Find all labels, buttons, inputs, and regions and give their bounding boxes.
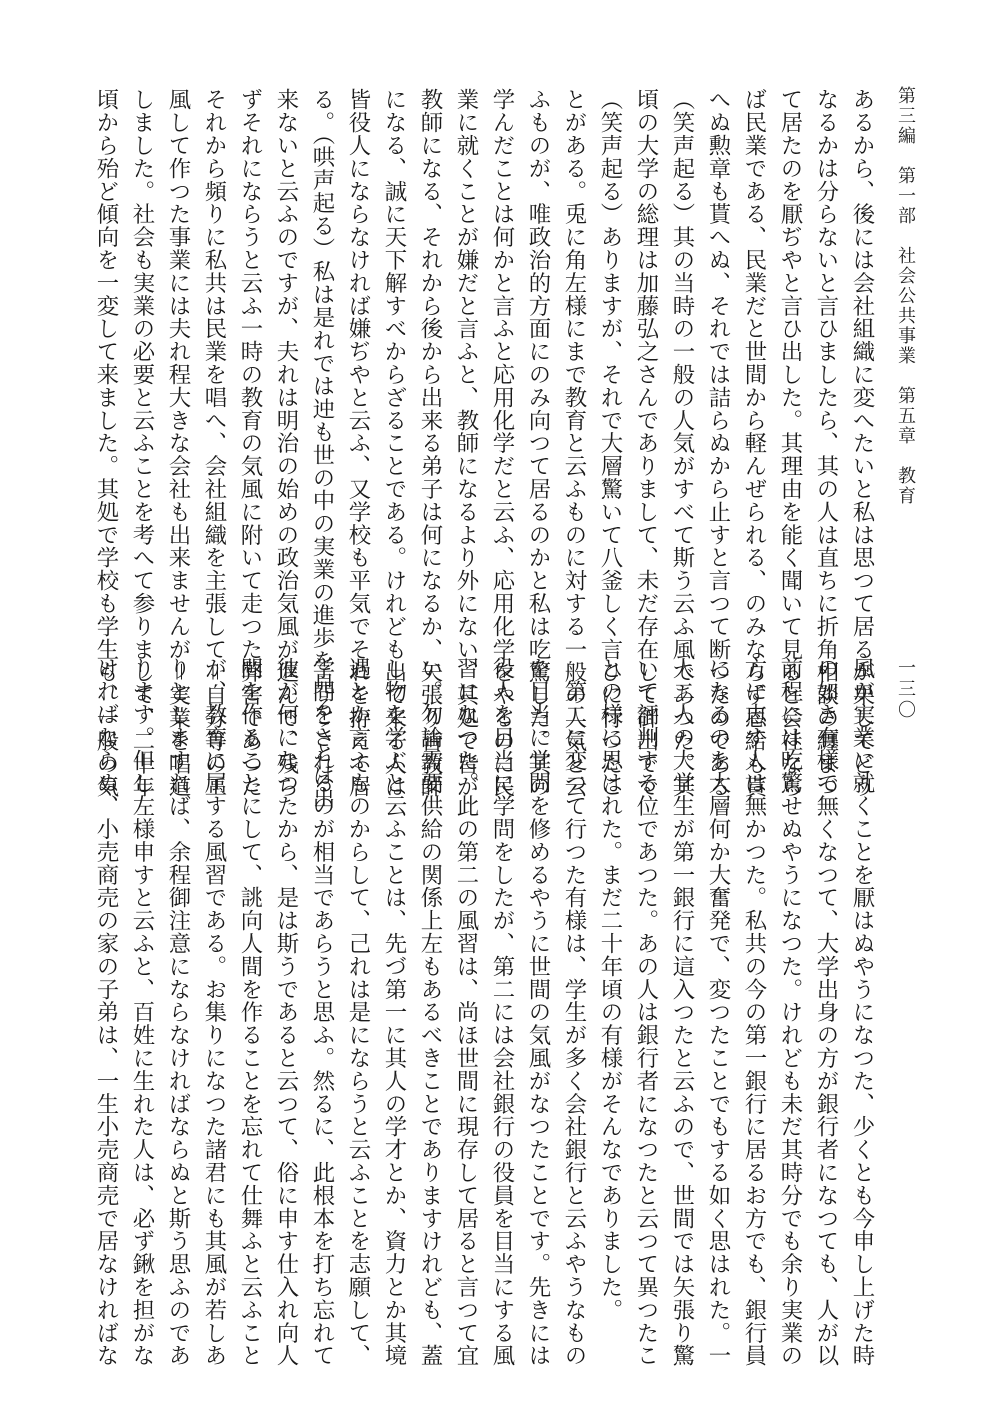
- text-line: 来ないと云ふのですが、夫れは明治の始めの政治気風が進んで、残ら: [273, 88, 299, 798]
- text-line: ずそれにならうと云ふ一時の教育の気風に附いて走つた弊害であつた: [237, 88, 263, 798]
- text-line: ふものが、唯政治的方面にのみ向つて居るのかと私は吃驚した。其の: [525, 88, 551, 798]
- text-line: になるのを大層何か大奮発で、変つたことでもする如く思はれた。一: [705, 657, 731, 1367]
- page-number: 一三〇: [895, 658, 916, 721]
- text-line: 彼が何になつたから、是は斯うであると云つて、俗に申す仕入れ向人: [273, 657, 299, 1367]
- text-line: ければならぬ、小売商売の家の子弟は、一生小売商売で居なければな: [93, 657, 119, 1367]
- text-line: 習になつた。此の第二の風習は、尚ほ世間に現存して居ると言つて宜: [453, 657, 479, 1367]
- text-line: いて評判する位であつた。あの人は銀行者になつたと云つて異つたこ: [633, 657, 659, 1367]
- text-line: ります。但し左様申すと云ふと、百姓に生れた人は、必ず鍬を担がな: [129, 657, 155, 1367]
- text-block-bottom: [93, 657, 880, 1367]
- text-line: 風が実業に就くことを厭はぬやうになつた、少くとも今申し上げた時: [849, 657, 875, 1367]
- text-line: （笑声起る）ありますが、それで大層驚いて八釜しく言ひに行つたこ: [597, 88, 623, 798]
- text-block-top: [93, 88, 880, 810]
- text-line: 人二人の大学生が第一銀行に這入つたと云ふので、世間では矢張り驚: [669, 657, 695, 1367]
- text-line: 前程には吃驚せぬやうになつた。けれども未だ其時分でも余り実業の: [777, 657, 803, 1367]
- text-line: 風して作つた事業には夫れ程大きな会社も出来ませんが＝実業を唱道: [165, 88, 191, 798]
- text-line: 遇とか言ふものからして、己れは是にならうと云ふことを志願して、: [345, 657, 371, 1367]
- text-line: 学んだことは何かと言ふと応用化学だと云ふ、応用化学をやるのに民: [489, 88, 515, 798]
- text-line: あるから、後には会社組織に変へたいと私は思つて居るが果してどう: [849, 88, 875, 798]
- text-line: 第二に変つて行つた有様は、学生が多く会社銀行と云ふやうなもの: [561, 657, 587, 1367]
- text-line: りとしますれば、余程御注意にならなければならぬと斯う思ふのであ: [165, 657, 191, 1367]
- text-line: を目当に学問を修めるやうに世間の気風がなつたことです。先きには: [525, 657, 551, 1367]
- text-line: が、教育に属する風習である。お集りになつた諸君にも其風が若しあ: [201, 657, 227, 1367]
- text-line: しました。社会も実業の必要と云ふことを考へて参りまして、二十年: [129, 88, 155, 798]
- text-line: へぬ勲章も貰へぬ、それでは詰らぬから止すと言つて断つたのである: [705, 88, 731, 798]
- text-line: ば民業である、民業だと世間から軽んぜられる、のみならず恩給も貰: [741, 88, 767, 798]
- text-line: て居たのを厭ぢやと言ひ出した。其理由を能く聞いて見ると会社なら: [777, 88, 803, 798]
- text-line: 頃の大学の総理は加藤弘之さんでありまして、未だ存在して御出でで: [633, 88, 659, 798]
- text-line: 教師になる、それから後から出来る弟子は何になるか、矢張り皆教師: [417, 88, 443, 798]
- text-line: の如き有様で無くなつて、大学出身の方が銀行者になつても、人が以: [813, 657, 839, 1367]
- text-line: （笑声起る）其の当時の一般の人気がすべて斯う云ふ風であつた。其: [669, 88, 695, 798]
- text-line: とがある。兎に角左様にまで教育と云ふものに対する一般の人気と云: [561, 88, 587, 798]
- text-line: との様に思はれた。まだ二十年頃の有様がそんなでありました。: [597, 657, 623, 1322]
- text-line: る。（哄声起る）私は是れでは迚も世の中の実業の進歩を見ることは出: [309, 88, 335, 810]
- text-line: 役人を目当に学問をしたが、第二には会社銀行の役員を目当にする風: [489, 657, 515, 1367]
- text-line: になる、誠に天下解すべからざることである。けれども出て来る人は: [381, 88, 407, 798]
- text-line: 方に志す人は無かつた。私共の今の第一銀行に居るお方でも、銀行員: [741, 657, 767, 1367]
- text-line: 業に就くことが嫌だと言ふと、教師になるより外にない、其処で皆が: [453, 88, 479, 798]
- text-line: し物を学ぶと云ふことは、先づ第一に其人の学才とか、資力とか其境: [381, 657, 407, 1367]
- text-line: それから頻りに私共は民業を唱へ、会社組織を主張して＝自分等の工: [201, 88, 227, 798]
- text-line: 間を作ることにして、誂向人間を作ることを忘れて仕舞ふと云ふこと: [237, 657, 263, 1367]
- text-line: い。勿論需要供給の関係上左もあるべきことでありますけれども、蓋: [417, 657, 443, 1367]
- text-line: 皆役人にならなければ嫌ぢやと云ふ、又学校も平気でそれを拵えて居: [345, 88, 371, 798]
- text-line: 学問をされるのが相当であらうと思ふ。然るに、此根本を打ち忘れて: [309, 657, 335, 1367]
- running-head: 第三編 第一部 社会公共事業 第五章 教育: [895, 86, 916, 506]
- text-line: 頃から殆ど傾向を一変して来ました。其処で学校も学生も、一般の気: [93, 88, 119, 798]
- text-line: なるかは分らないと言ひましたら、其の人は直ちに折角相談の纏まつ: [813, 88, 839, 798]
